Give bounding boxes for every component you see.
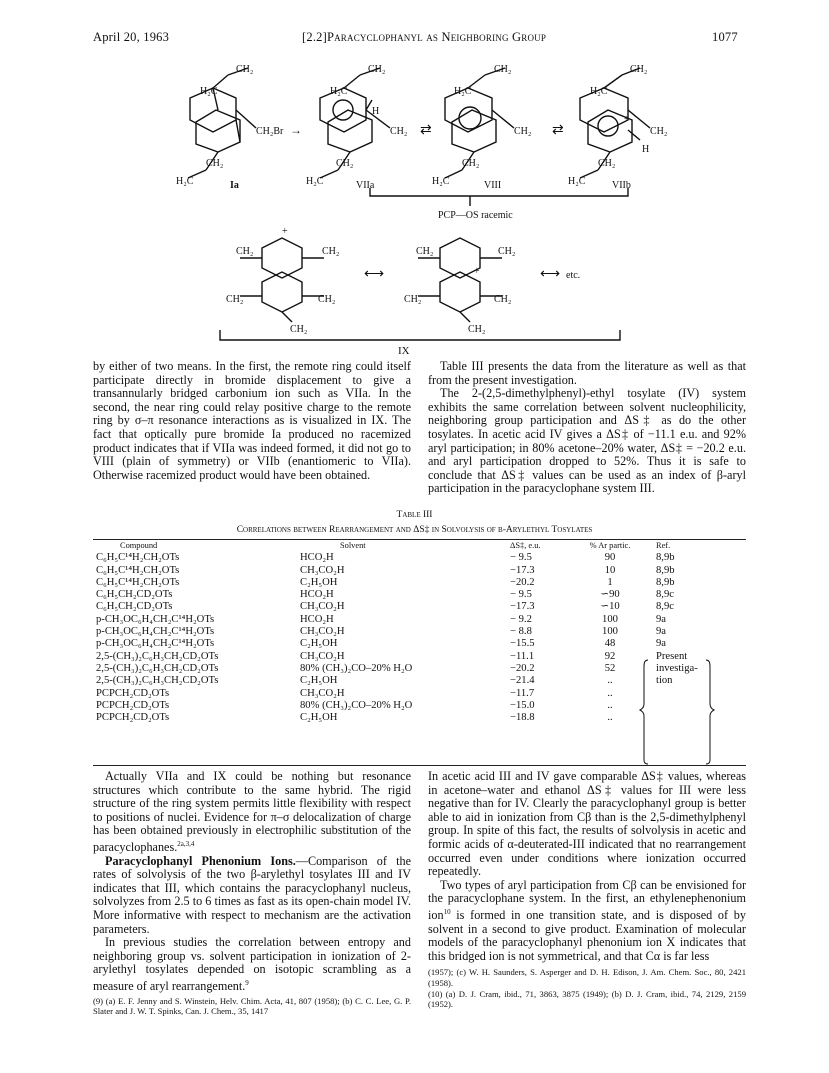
paragraph: Table III presents the data from the literature as well as that from the present investigation. <box>428 359 746 387</box>
svg-text:CH₂: CH₂ <box>416 246 434 257</box>
col-header-partic: % Ar partic. <box>589 541 631 550</box>
cell-solvent: C₂H₅OH <box>300 675 338 687</box>
svg-text:CH₂: CH₂ <box>206 158 224 169</box>
svg-text:CH₂: CH₂ <box>494 294 512 305</box>
cell-solvent: CH₃CO₂H <box>300 601 345 613</box>
cell-solvent: C₂H₅OH <box>300 576 338 588</box>
svg-text:H₂C: H₂C <box>432 176 450 187</box>
svg-text:CH₂: CH₂ <box>404 294 422 305</box>
cell-compound: p-CH₃OC₆H₄CH₂C¹⁴H₂OTs <box>96 638 215 650</box>
svg-text:⇄: ⇄ <box>420 123 432 138</box>
svg-text:CH₂: CH₂ <box>650 126 668 137</box>
footnotes-right <box>428 967 746 1009</box>
cell-ds: − 9.2 <box>510 613 532 625</box>
cell-ref: 8,9c <box>656 589 674 601</box>
cell-solvent: C₂H₅OH <box>300 712 338 724</box>
footnote: (9) (a) E. F. Jenny and S. Winstein, Helv. Chim. Acta, 41, 807 (1958); (b) C. C. Lee, G. P. Slater and J. W. T. Spinks, Can. J. Chem., 35, 1417 <box>93 995 411 1017</box>
svg-text:+: + <box>624 114 630 125</box>
svg-text:⇄: ⇄ <box>552 123 564 138</box>
cell-compound: p-CH₃OC₆H₄CH₂C¹⁴H₂OTs <box>96 613 215 625</box>
svg-text:CH₂: CH₂ <box>494 64 512 75</box>
svg-text:CH₂: CH₂ <box>318 294 336 305</box>
svg-text:etc.: etc. <box>566 270 581 281</box>
cell-solvent: HCO₂H <box>300 613 334 625</box>
table-label: Table III <box>396 510 433 520</box>
cell-partic: 1 <box>607 576 613 588</box>
cell-partic: 100 <box>602 626 618 638</box>
table-rule-bottom <box>93 765 746 766</box>
cell-ref: 8,9b <box>656 576 675 588</box>
cell-partic: 52 <box>604 662 616 674</box>
cell-compound: 2,5-(CH₃)₂C₆H₃CH₂CD₂OTs <box>96 675 219 687</box>
cell-partic: .. <box>607 699 613 711</box>
cell-compound: C₆H₅CH₂CD₂OTs <box>96 589 173 601</box>
svg-text:H: H <box>642 144 650 155</box>
cell-solvent: CH₃CO₂H <box>300 564 345 576</box>
section-heading: Paracyclophanyl Phenonium Ions. <box>105 853 296 868</box>
cell-ds: −17.3 <box>510 601 535 613</box>
cell-compound: PCPCH₂CD₂OTs <box>96 699 170 711</box>
svg-text:CH₂: CH₂ <box>368 64 386 75</box>
left-column-bottom <box>93 770 411 1017</box>
col-header-ds: ΔS‡, e.u. <box>510 541 541 550</box>
svg-text:⟷: ⟷ <box>540 267 561 282</box>
svg-text:CH₂: CH₂ <box>462 158 480 169</box>
svg-text:H: H <box>372 106 380 117</box>
cell-solvent: HCO₂H <box>300 552 334 564</box>
svg-text:CH₂: CH₂ <box>598 158 616 169</box>
cell-ref: 8,9c <box>656 601 674 613</box>
cell-solvent: CH₃CO₂H <box>300 626 345 638</box>
cell-ds: −20.2 <box>510 576 535 588</box>
svg-text:CH₂: CH₂ <box>514 126 532 137</box>
cell-ds: −15.0 <box>510 699 535 711</box>
paragraph: In previous studies the correlation between entropy and neighboring group vs. solvent participation in ionization of 2-arylethyl tosylates depended on isotopic scrambling as a measure of aryl rearrangement.$^9$ <box>93 935 411 994</box>
svg-text:H₂C: H₂C <box>590 86 608 97</box>
svg-text:CH₂: CH₂ <box>336 158 354 169</box>
svg-text:PCP—OS racemic: PCP—OS racemic <box>438 210 513 221</box>
cell-partic: .. <box>607 687 613 699</box>
cell-compound: C₆H₅CH₂CD₂OTs <box>96 601 173 613</box>
paragraph: In acetic acid III and IV gave comparable ΔS‡ values, whereas in acetone–water and ethanol ΔS‡ values for III were less negative than for IV. Clearly the paracyclophanyl group is better able to aid in ionization from Cβ than is the 2,5-dimethylphenyl group. In spite of this fact, the results of solvolysis in acetic and formic acids of α-deuterated-III indicated that no rearrangement occurred even under conditions where ionization occurred repeatedly. <box>428 769 746 879</box>
cell-compound: 2,5-(CH₃)₂C₆H₃CH₂CD₂OTs <box>96 650 219 662</box>
cell-ds: −17.3 <box>510 564 535 576</box>
cell-ref: 8,9b <box>656 552 675 564</box>
footnotes-left <box>93 996 411 1017</box>
cell-ds: − 9.5 <box>510 589 532 601</box>
cell-ref: 9a <box>656 638 666 650</box>
cell-ds: − 9.5 <box>510 552 532 564</box>
page-number: 1077 <box>712 30 738 44</box>
svg-text:→: → <box>290 123 302 137</box>
paragraph: Two types of aryl participation from Cβ can be envisioned for the paracyclophane system. In the first, an ethylenephenonium ion$^{10}$ is formed in one transition state, and is disposed of by solvent in a second to give product. Examination of molecular models of the paracyclophanyl phenonium ion X indicates that this bridged ion is not symmetrical, and that Cα is far less <box>428 877 746 963</box>
cell-partic: .. <box>607 675 613 687</box>
right-column-bottom <box>428 770 746 1010</box>
paragraph: Paracyclophanyl Phenonium Ions.—Comparison of the rates of solvolysis of the two β-arylethyl tosylates III and IV indicates that III, which contains the paracyclophanyl nucleus, solvolyzes from 2.5 to 6 times as fast as its open-chain model IV. More informative with respect to mechanism are the activation parameters. <box>93 853 411 936</box>
svg-text:CH₂: CH₂ <box>236 246 254 257</box>
svg-text:CH₂Br: CH₂Br <box>256 126 284 137</box>
svg-text:⟷: ⟷ <box>364 267 385 282</box>
cell-compound: PCPCH₂CD₂OTs <box>96 712 170 724</box>
cell-partic: ∽10 <box>600 601 620 613</box>
svg-text:CH₂: CH₂ <box>390 126 408 137</box>
svg-text:+: + <box>282 226 288 237</box>
cell-partic: 90 <box>604 552 616 564</box>
cell-partic: 10 <box>604 564 616 576</box>
footnote: (1957); (c) W. H. Saunders, S. Asperger and D. H. Edison, J. Am. Chem. Soc., 80, 2421 (1958). <box>428 967 746 988</box>
cell-ref: 9a <box>656 613 666 625</box>
cell-solvent: CH₃CO₂H <box>300 687 345 699</box>
svg-text:Ia: Ia <box>230 180 239 191</box>
footnote: (10) (a) D. J. Cram, ibid., 71, 3863, 3875 (1949); (b) D. J. Cram, ibid., 74, 2129, 2159 (1952). <box>428 988 746 1010</box>
svg-text:H₂C: H₂C <box>176 176 194 187</box>
cell-partic: 100 <box>602 613 618 625</box>
cell-ref: 8,9b <box>656 564 675 576</box>
svg-text:+: + <box>474 266 480 277</box>
svg-text:CH₂: CH₂ <box>226 294 244 305</box>
cell-compound: 2,5-(CH₃)₂C₆H₃CH₂CD₂OTs <box>96 662 219 674</box>
svg-text:H₂C: H₂C <box>454 86 472 97</box>
cell-solvent: 80% (CH₃)₂CO–20% H₂O <box>300 662 413 674</box>
table-caption: Correlations between Rearrangement and ΔS‡ in Solvolysis of β-Arylethyl Tosylates <box>236 525 593 535</box>
cell-compound: C₆H₅C¹⁴H₂CH₂OTs <box>96 576 180 588</box>
cell-ref: tion <box>656 675 673 687</box>
cell-compound: C₆H₅C¹⁴H₂CH₂OTs <box>96 552 180 564</box>
paragraph: The 2-(2,5-dimethylphenyl)-ethyl tosylate (IV) system exhibits the same correlation between solvent nucleophilicity, neighboring group participation and ΔS‡ as do the other tosylates. In acetic acid IV gives a ΔS‡ of −11.1 e.u. and 92% aryl participation; in 80% acetone–20% water, ΔS‡ = −20.2 e.u. and aryl participation dropped to 52%. Thus it is safe to conclude that ΔS‡ values can be used as an index of β-aryl participation in the paracyclophane system III. <box>428 386 746 496</box>
cell-solvent: CH₃CO₂H <box>300 650 345 662</box>
cell-solvent: HCO₂H <box>300 589 334 601</box>
cell-ds: − 8.8 <box>510 626 532 638</box>
svg-text:VIIb: VIIb <box>612 180 631 191</box>
cell-compound: p-CH₃OC₆H₄CH₂C¹⁴H₂OTs <box>96 626 215 638</box>
cell-solvent: 80% (CH₃)₂CO–20% H₂O <box>300 699 413 711</box>
svg-text:CH₂: CH₂ <box>322 246 340 257</box>
svg-text:IX: IX <box>398 345 410 357</box>
cell-partic: 92 <box>604 650 616 662</box>
svg-text:VIII: VIII <box>484 180 502 191</box>
cell-partic: 48 <box>604 638 616 650</box>
running-title: [2.2]Paracyclophanyl as Neighboring Group <box>302 30 547 44</box>
cell-ds: −11.1 <box>510 650 535 662</box>
cell-ds: −15.5 <box>510 638 535 650</box>
cell-compound: C₆H₅C¹⁴H₂CH₂OTs <box>96 564 180 576</box>
svg-text:H₂C: H₂C <box>306 176 324 187</box>
cell-ref: Present <box>656 650 688 662</box>
svg-text:CH₂: CH₂ <box>290 324 308 335</box>
svg-text:H₂C: H₂C <box>568 176 586 187</box>
col-header-solvent: Solvent <box>340 541 366 550</box>
cell-partic: ∽90 <box>600 589 620 601</box>
svg-text:CH₂: CH₂ <box>236 64 254 75</box>
svg-text:CH₂: CH₂ <box>630 64 648 75</box>
cell-ref: 9a <box>656 626 666 638</box>
cell-ds: −11.7 <box>510 687 535 699</box>
cell-compound: PCPCH₂CD₂OTs <box>96 687 170 699</box>
cell-ds: −21.4 <box>510 675 535 687</box>
paragraph: by either of two means. In the first, the remote ring could itself participate directly in bromide displacement to give a transannularly bridged carbonium ion such as VIIa. In the second, the near ring could relay positive charge to the remote ring by σ–π resonance interactions as is visualized in IX. The fact that optically pure bromide Ia produced no racemized product indicates that if VIIa was indeed formed, it did not go to VIII (plain of symmetry) or VIIb (enantiomeric to VIIa). Otherwise racemized product would have been obtained. <box>93 359 411 482</box>
running-date: April 20, 1963 <box>93 30 170 44</box>
paragraph: Actually VIIa and IX could be nothing but resonance structures which contribute to the same hybrid. The rigid structure of the ring system permits little flexibility with respect to positions of nuclei. Evidence for π–σ delocalization of charge has been obtained previously in electrophilic substitution of the paracyclophanes.$^{2a,3,4}$ <box>93 769 411 855</box>
svg-text:CH₂: CH₂ <box>498 246 516 257</box>
cell-ref: investiga- <box>656 662 698 674</box>
svg-text:H₂C: H₂C <box>330 86 348 97</box>
cell-ds: −20.2 <box>510 662 535 674</box>
svg-text:VIIa: VIIa <box>356 180 375 191</box>
cell-solvent: C₂H₅OH <box>300 638 338 650</box>
svg-text:CH₂: CH₂ <box>468 324 486 335</box>
col-header-ref: Ref. <box>656 541 671 550</box>
cell-ds: −18.8 <box>510 712 535 724</box>
cell-partic: .. <box>607 712 613 724</box>
col-header-compound: Compound <box>120 541 158 550</box>
svg-text:H₂C: H₂C <box>200 86 218 97</box>
